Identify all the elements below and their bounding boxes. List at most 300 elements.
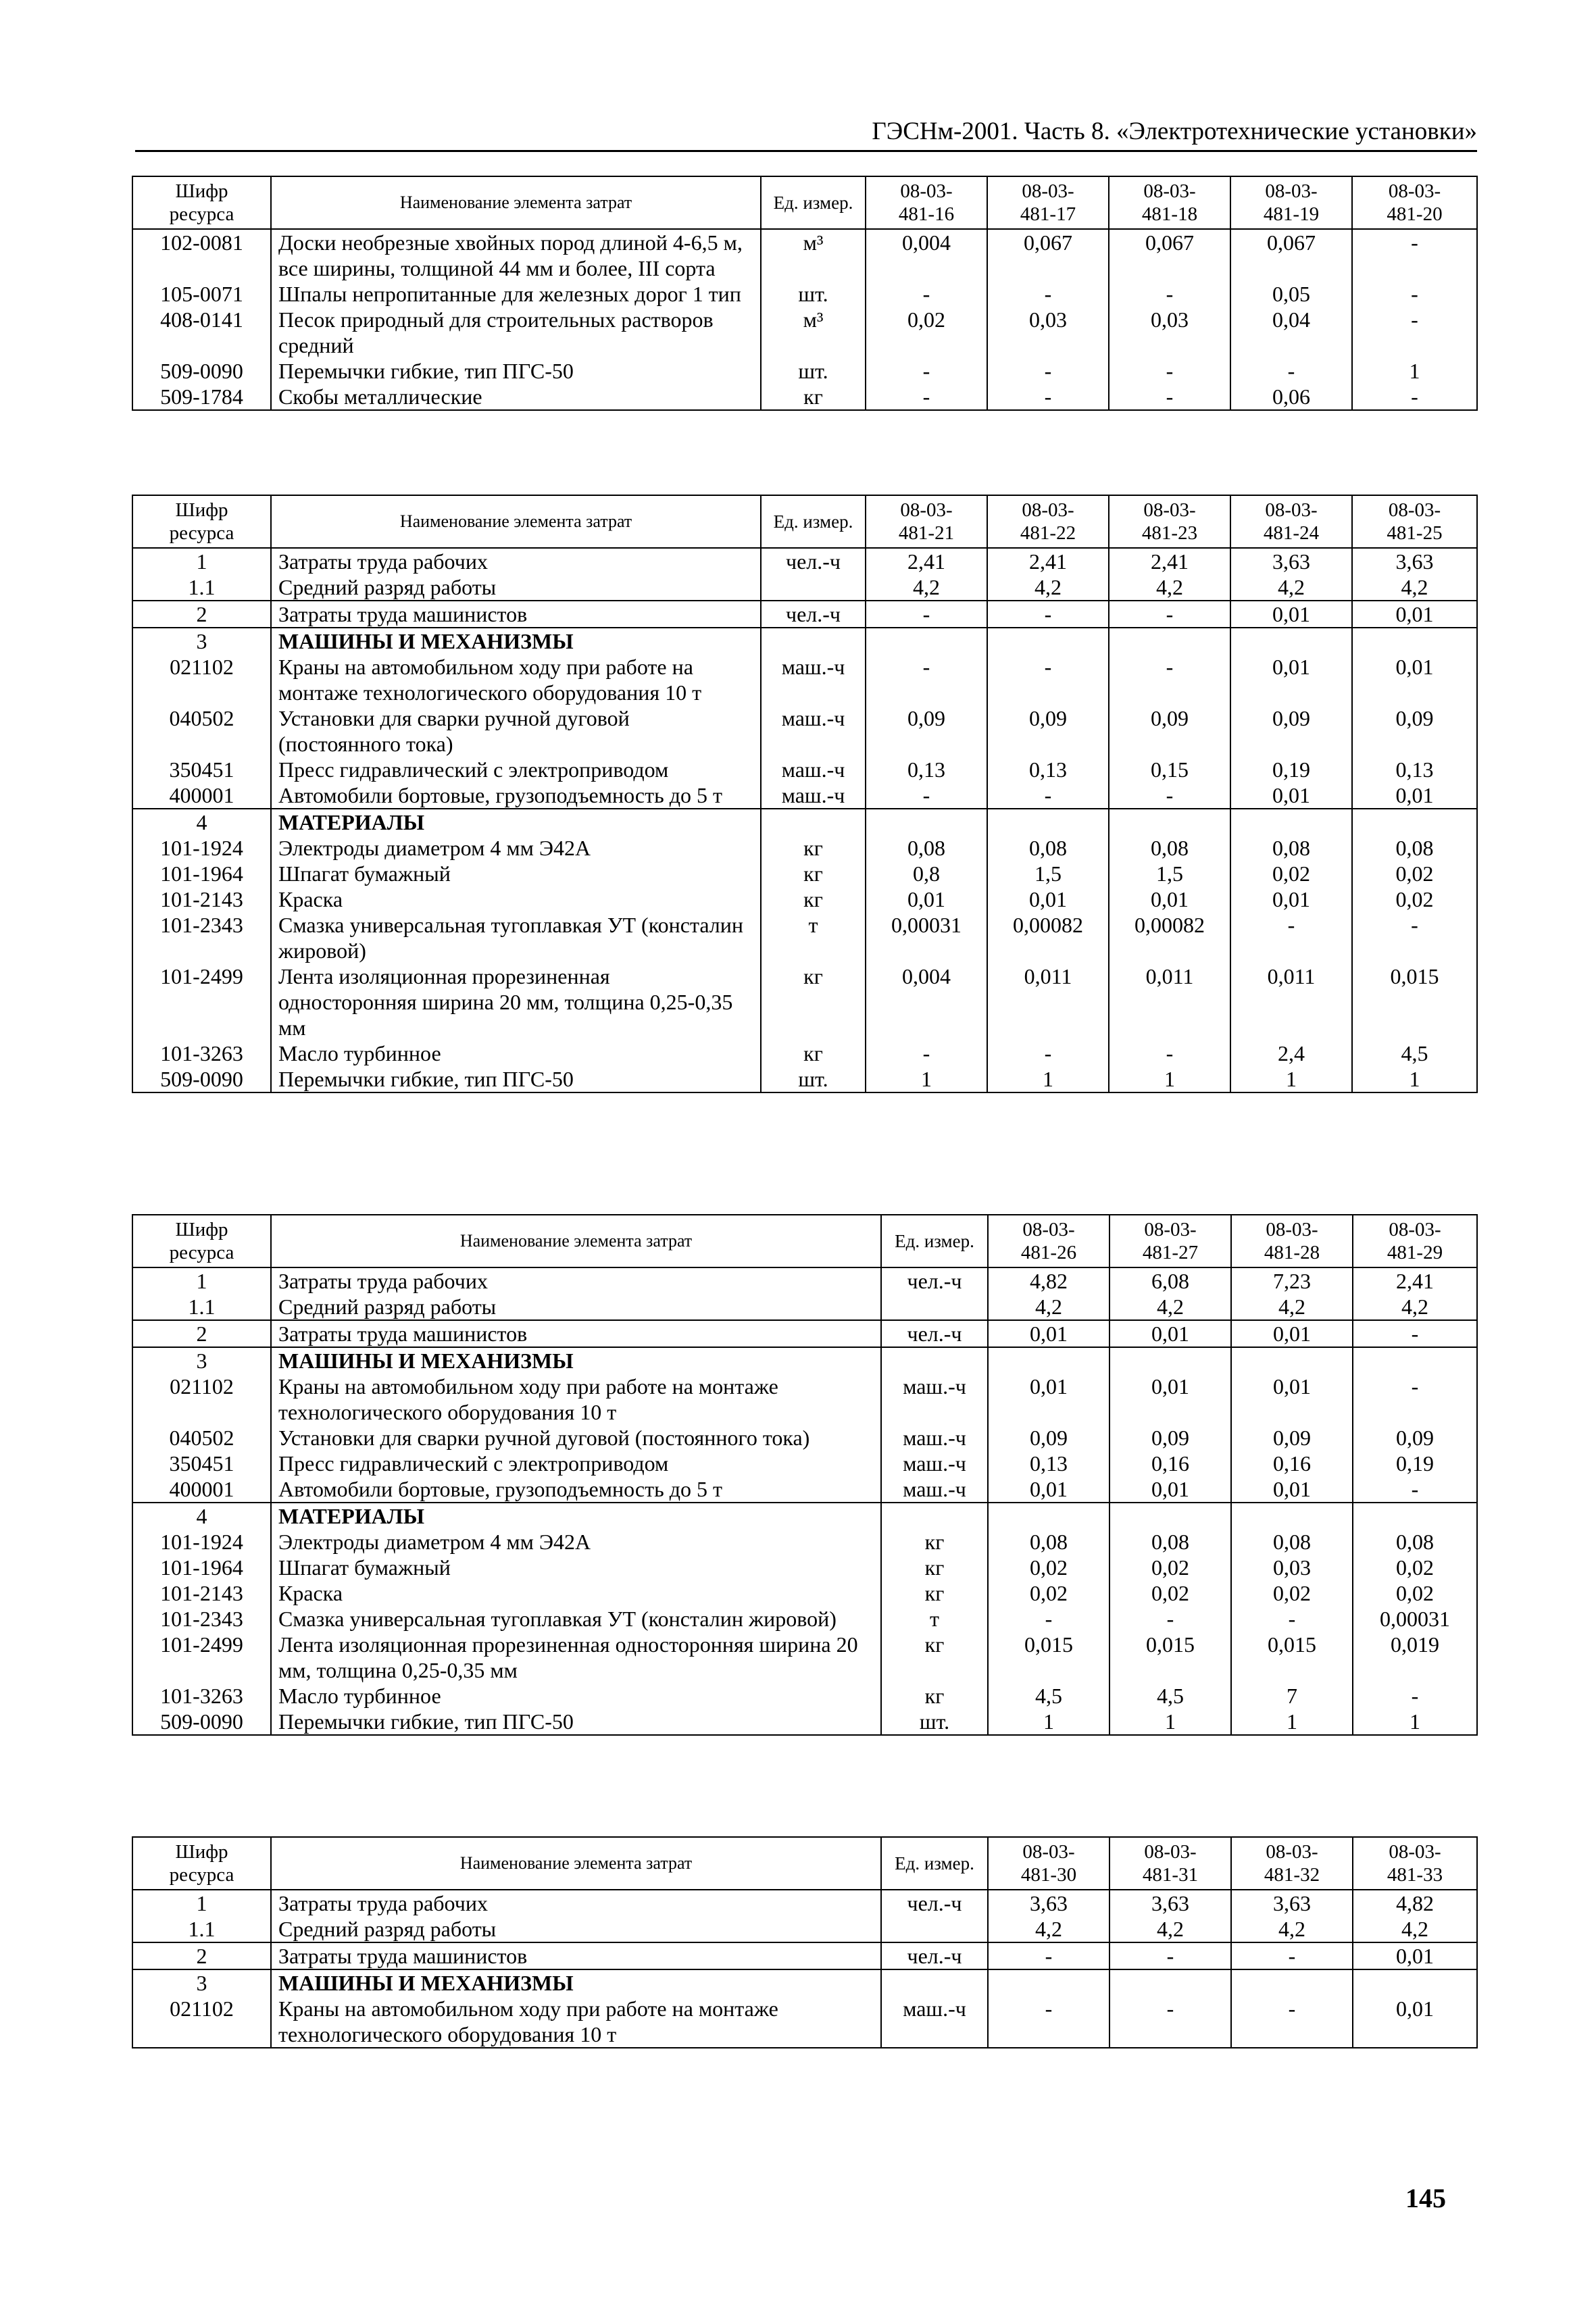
table-row [132, 601, 1477, 628]
resource-code: 021102 [132, 1996, 271, 2048]
value-cell: 0,01 [987, 886, 1109, 912]
value-cell: 0,13 [988, 1451, 1109, 1476]
table-row [132, 1916, 1477, 1942]
norm-code-part: 481-17 [1020, 203, 1076, 225]
value-cell: 4,5 [1352, 1040, 1477, 1066]
value-cell: 2,41 [1353, 1267, 1477, 1294]
table-row [132, 1476, 1477, 1503]
resource-name: Пресс гидравлический с электроприводом [271, 757, 761, 782]
resource-name: Затраты труда рабочих [271, 1890, 881, 1916]
unit-cell: чел.-ч [761, 548, 866, 574]
value-cell: 0,16 [1231, 1451, 1353, 1476]
norm-code-part: 481-33 [1387, 1864, 1443, 1886]
value-cell: 0,01 [1352, 782, 1477, 809]
value-cell: 0,02 [1352, 861, 1477, 886]
resource-code: 101-1964 [132, 1555, 271, 1580]
section-row [132, 809, 1477, 835]
value-cell: 4,2 [987, 574, 1109, 601]
value-cell [1109, 809, 1230, 835]
value-cell [988, 1347, 1109, 1374]
column-header-norm [1231, 1215, 1353, 1267]
value-cell: 1 [1109, 1709, 1231, 1735]
header-label: Шифр [175, 180, 228, 202]
resource-name: Краны на автомобильном ходу при работе на монтаже технологического оборудования 10 т [271, 1996, 881, 2048]
norm-code-part: 481-32 [1264, 1864, 1320, 1886]
norm-code-part: 08-03- [900, 180, 953, 202]
unit-cell: маш.-ч [761, 782, 866, 809]
value-cell: 0,01 [1230, 654, 1352, 705]
norm-code-part: 481-19 [1263, 203, 1320, 225]
value-cell: 4,2 [1231, 1294, 1353, 1320]
column-header-norm [1231, 1837, 1353, 1890]
column-header-norm [988, 1837, 1109, 1890]
value-cell: 4,82 [1353, 1890, 1477, 1916]
value-cell [1230, 628, 1352, 654]
value-cell: 0,13 [866, 757, 987, 782]
column-header-name: Наименование элемента затрат [271, 1215, 881, 1267]
norm-code-part: 481-29 [1387, 1242, 1443, 1263]
value-cell [1231, 1347, 1353, 1374]
resource-code: 101-3263 [132, 1040, 271, 1066]
table-row [132, 1632, 1477, 1683]
resource-name: Затраты труда машинистов [271, 601, 761, 628]
resource-name: Лента изоляционная прорезиненная односторонняя ширина 20 мм, толщина 0,25-0,35 мм [271, 963, 761, 1040]
unit-cell: маш.-ч [881, 1476, 988, 1503]
table-header-row [132, 1215, 1477, 1267]
value-cell: - [1352, 912, 1477, 963]
value-cell: 6,08 [1109, 1267, 1231, 1294]
norm-code-part: 481-30 [1020, 1864, 1077, 1886]
column-header-norm [1230, 176, 1352, 229]
resource-name: Электроды диаметром 4 мм Э42А [271, 1529, 881, 1555]
norm-code-part: 08-03- [1022, 1219, 1075, 1240]
value-cell: 0,02 [1231, 1580, 1353, 1606]
resource-code: 350451 [132, 1451, 271, 1476]
header-label: Шифр [175, 499, 228, 521]
column-header-norm [1109, 176, 1230, 229]
value-cell: 0,02 [1230, 861, 1352, 886]
resource-name: Автомобили бортовые, грузоподъемность до 5 т [271, 1476, 881, 1503]
document-title: ГЭСНм-2001. Часть 8. «Электротехнические установки» [872, 118, 1477, 145]
value-cell: 0,01 [1231, 1320, 1353, 1347]
value-cell: 0,19 [1230, 757, 1352, 782]
value-cell [1109, 1503, 1231, 1529]
unit-cell: т [761, 912, 866, 963]
value-cell: 0,00082 [987, 912, 1109, 963]
resource-name: Краска [271, 886, 761, 912]
norm-code-part: 08-03- [1143, 499, 1196, 521]
norm-code-part: 481-22 [1020, 522, 1076, 544]
resource-name: Смазка универсальная тугоплавкая УТ (консталин жировой) [271, 912, 761, 963]
value-cell: - [1230, 358, 1352, 384]
section-row [132, 628, 1477, 654]
resource-code: 2 [132, 601, 271, 628]
norm-code-part: 08-03- [1022, 180, 1074, 202]
resource-code: 101-2499 [132, 1632, 271, 1683]
value-cell: 0,15 [1109, 757, 1230, 782]
value-cell: - [987, 384, 1109, 410]
table-row [132, 358, 1477, 384]
resource-name: Перемычки гибкие, тип ПГС-50 [271, 1709, 881, 1735]
unit-cell: чел.-ч [761, 601, 866, 628]
value-cell: - [987, 782, 1109, 809]
value-cell: 1 [866, 1066, 987, 1092]
value-cell [1109, 628, 1230, 654]
value-cell: 4,5 [1109, 1683, 1231, 1709]
value-cell: 0,08 [1109, 1529, 1231, 1555]
norm-code-part: 08-03- [900, 499, 953, 521]
unit-cell: шт. [761, 1066, 866, 1092]
value-cell: 0,067 [1230, 229, 1352, 281]
value-cell: - [866, 358, 987, 384]
resource-name: Пресс гидравлический с электроприводом [271, 1451, 881, 1476]
value-cell: 1 [987, 1066, 1109, 1092]
table-row [132, 1066, 1477, 1092]
column-header-norm [1353, 1215, 1477, 1267]
resource-table [132, 495, 1478, 1093]
column-header-norm [987, 176, 1109, 229]
value-cell: 0,09 [987, 705, 1109, 757]
norm-code-part: 08-03- [1265, 180, 1318, 202]
column-header-code [132, 1837, 271, 1890]
column-header-name: Наименование элемента затрат [271, 176, 761, 229]
header-label: ресурса [169, 1242, 234, 1263]
column-header-norm [1352, 176, 1477, 229]
table-row [132, 548, 1477, 574]
resource-name: Установки для сварки ручной дуговой (постоянного тока) [271, 1425, 881, 1451]
column-header-unit: Ед. измер. [761, 176, 866, 229]
value-cell: 0,01 [1352, 654, 1477, 705]
unit-cell: кг [761, 963, 866, 1040]
resource-code: 2 [132, 1942, 271, 1969]
value-cell: - [866, 601, 987, 628]
value-cell: 1 [1109, 1066, 1230, 1092]
value-cell: 2,4 [1230, 1040, 1352, 1066]
resource-code: 400001 [132, 1476, 271, 1503]
unit-cell: кг [761, 886, 866, 912]
value-cell: 4,2 [1109, 1916, 1231, 1942]
unit-cell: м³ [761, 307, 866, 358]
value-cell [988, 1503, 1109, 1529]
value-cell: - [1352, 307, 1477, 358]
resource-name: Установки для сварки ручной дуговой (постоянного тока) [271, 705, 761, 757]
section-title: МАШИНЫ И МЕХАНИЗМЫ [271, 628, 761, 654]
table-row [132, 384, 1477, 410]
value-cell: 0,02 [866, 307, 987, 358]
value-cell [1231, 1503, 1353, 1529]
resource-code: 2 [132, 1320, 271, 1347]
value-cell: - [987, 281, 1109, 307]
unit-cell: чел.-ч [881, 1320, 988, 1347]
value-cell: 0,09 [866, 705, 987, 757]
value-cell [866, 809, 987, 835]
value-cell: 0,01 [1109, 1374, 1231, 1425]
resource-code: 1.1 [132, 1916, 271, 1942]
resource-name: Краска [271, 1580, 881, 1606]
unit-cell: кг [761, 835, 866, 861]
norm-code-part: 481-31 [1142, 1864, 1199, 1886]
resource-name: Перемычки гибкие, тип ПГС-50 [271, 1066, 761, 1092]
table-row [132, 1555, 1477, 1580]
resource-name: Краны на автомобильном ходу при работе на монтаже технологического оборудования 10 т [271, 1374, 881, 1425]
table-row [132, 1606, 1477, 1632]
value-cell: 0,08 [988, 1529, 1109, 1555]
value-cell: 0,05 [1230, 281, 1352, 307]
value-cell: 0,13 [1352, 757, 1477, 782]
value-cell: 1,5 [1109, 861, 1230, 886]
table-row [132, 1320, 1477, 1347]
resource-code: 509-1784 [132, 384, 271, 410]
value-cell: 0,08 [987, 835, 1109, 861]
resource-name: Шпагат бумажный [271, 1555, 881, 1580]
value-cell: 0,03 [1231, 1555, 1353, 1580]
unit-cell [881, 1969, 988, 1996]
norm-code-part: 481-28 [1264, 1242, 1320, 1263]
value-cell: 0,13 [987, 757, 1109, 782]
value-cell [988, 1969, 1109, 1996]
resource-code: 105-0071 [132, 281, 271, 307]
norm-code-part: 481-21 [898, 522, 955, 544]
value-cell [866, 628, 987, 654]
value-cell: 0,16 [1109, 1451, 1231, 1476]
value-cell: 0,01 [1230, 886, 1352, 912]
resource-name: Доски необрезные хвойных пород длиной 4-6,5 м, все ширины, толщиной 44 мм и более, III сорта [271, 229, 761, 281]
norm-code-part: 08-03- [1144, 1219, 1197, 1240]
resource-code: 101-2343 [132, 1606, 271, 1632]
value-cell: 0,01 [988, 1476, 1109, 1503]
value-cell: 0,09 [1109, 705, 1230, 757]
value-cell: - [1109, 1996, 1231, 2048]
resource-code: 102-0081 [132, 229, 271, 281]
resource-code: 101-1964 [132, 861, 271, 886]
resource-code: 101-2143 [132, 886, 271, 912]
value-cell: 0,01 [1230, 601, 1352, 628]
resource-name: Перемычки гибкие, тип ПГС-50 [271, 358, 761, 384]
value-cell: 0,8 [866, 861, 987, 886]
resource-code: 040502 [132, 1425, 271, 1451]
norm-code-part: 08-03- [1388, 180, 1441, 202]
value-cell: - [987, 1040, 1109, 1066]
unit-cell: кг [881, 1580, 988, 1606]
value-cell: - [866, 782, 987, 809]
resource-name: Затраты труда машинистов [271, 1320, 881, 1347]
norm-code-part: 08-03- [1266, 1841, 1318, 1863]
resource-name: Затраты труда машинистов [271, 1942, 881, 1969]
value-cell: 4,2 [1231, 1916, 1353, 1942]
value-cell: 1,5 [987, 861, 1109, 886]
value-cell: 2,41 [1109, 548, 1230, 574]
resource-name: Электроды диаметром 4 мм Э42А [271, 835, 761, 861]
norm-code-part: 08-03- [1144, 1841, 1197, 1863]
unit-cell: чел.-ч [881, 1890, 988, 1916]
unit-cell: кг [761, 1040, 866, 1066]
table-row [132, 307, 1477, 358]
value-cell: - [988, 1996, 1109, 2048]
value-cell [1109, 1969, 1231, 1996]
norm-code-part: 481-18 [1141, 203, 1198, 225]
resource-code: 509-0090 [132, 358, 271, 384]
table-row [132, 1580, 1477, 1606]
resource-name: Краны на автомобильном ходу при работе на монтаже технологического оборудования 10 т [271, 654, 761, 705]
table-row [132, 574, 1477, 601]
table-row [132, 1942, 1477, 1969]
value-cell: 0,019 [1353, 1632, 1477, 1683]
value-cell: - [987, 601, 1109, 628]
column-header-unit: Ед. измер. [761, 495, 866, 548]
value-cell: 7 [1231, 1683, 1353, 1709]
unit-cell [761, 574, 866, 601]
unit-cell: маш.-ч [761, 705, 866, 757]
value-cell: 0,015 [1109, 1632, 1231, 1683]
value-cell: 2,41 [987, 548, 1109, 574]
value-cell: 1 [1230, 1066, 1352, 1092]
value-cell: 7,23 [1231, 1267, 1353, 1294]
column-header-norm [1352, 495, 1477, 548]
value-cell [1353, 1503, 1477, 1529]
resource-code: 101-2499 [132, 963, 271, 1040]
value-cell: 1 [1231, 1709, 1353, 1735]
norm-code-part: 481-26 [1020, 1242, 1077, 1263]
value-cell: 0,01 [1109, 886, 1230, 912]
value-cell: 0,01 [1231, 1476, 1353, 1503]
header-label: ресурса [169, 522, 234, 544]
value-cell: 0,09 [1352, 705, 1477, 757]
column-header-unit: Ед. измер. [881, 1215, 988, 1267]
value-cell: 0,01 [1109, 1476, 1231, 1503]
table-row [132, 835, 1477, 861]
resource-code: 350451 [132, 757, 271, 782]
table-row [132, 229, 1477, 281]
header-label: ресурса [169, 203, 234, 225]
value-cell: - [1109, 1606, 1231, 1632]
column-header-name: Наименование элемента затрат [271, 1837, 881, 1890]
table-row [132, 963, 1477, 1040]
page-header [135, 116, 1477, 152]
value-cell: 0,015 [1231, 1632, 1353, 1683]
value-cell: - [1109, 1942, 1231, 1969]
resource-code: 101-2143 [132, 1580, 271, 1606]
value-cell: 0,08 [866, 835, 987, 861]
page-number: 145 [1405, 2183, 1446, 2213]
table-row [132, 1890, 1477, 1916]
column-header-code [132, 176, 271, 229]
value-cell: 0,02 [1353, 1555, 1477, 1580]
resource-code: 1.1 [132, 574, 271, 601]
unit-cell: маш.-ч [881, 1996, 988, 2048]
value-cell: - [988, 1942, 1109, 1969]
table-row [132, 1451, 1477, 1476]
norm-code-part: 481-20 [1387, 203, 1443, 225]
resource-code: 4 [132, 809, 271, 835]
column-header-norm [1109, 495, 1230, 548]
unit-cell: маш.-ч [761, 757, 866, 782]
column-header-code [132, 495, 271, 548]
resource-code: 1 [132, 1890, 271, 1916]
value-cell: - [988, 1606, 1109, 1632]
column-header-unit: Ед. измер. [881, 1837, 988, 1890]
value-cell: 0,02 [1352, 886, 1477, 912]
resource-name: Скобы металлические [271, 384, 761, 410]
table-row [132, 757, 1477, 782]
section-row [132, 1347, 1477, 1374]
norm-code-part: 08-03- [1022, 499, 1074, 521]
value-cell: - [1109, 601, 1230, 628]
value-cell: - [866, 1040, 987, 1066]
value-cell: 4,2 [1352, 574, 1477, 601]
column-header-norm [866, 176, 987, 229]
resource-name: Песок природный для строительных растворов средний [271, 307, 761, 358]
resource-code: 509-0090 [132, 1709, 271, 1735]
value-cell: - [1353, 1476, 1477, 1503]
norm-code-part: 481-25 [1387, 522, 1443, 544]
value-cell: 1 [988, 1709, 1109, 1735]
norm-code-part: 481-24 [1263, 522, 1320, 544]
column-header-norm [988, 1215, 1109, 1267]
resource-table [132, 1214, 1478, 1736]
unit-cell: м³ [761, 229, 866, 281]
value-cell: 4,2 [1109, 1294, 1231, 1320]
value-cell: 4,2 [988, 1294, 1109, 1320]
unit-cell: шт. [881, 1709, 988, 1735]
value-cell: 0,01 [1353, 1942, 1477, 1969]
value-cell: - [1352, 281, 1477, 307]
value-cell: 1 [1352, 1066, 1477, 1092]
value-cell [1230, 809, 1352, 835]
value-cell: 4,2 [1109, 574, 1230, 601]
value-cell: 0,015 [988, 1632, 1109, 1683]
value-cell: 0,06 [1230, 384, 1352, 410]
value-cell: - [1109, 782, 1230, 809]
norm-code-part: 08-03- [1389, 1219, 1441, 1240]
resource-code: 101-1924 [132, 835, 271, 861]
value-cell: - [1109, 384, 1230, 410]
value-cell: 0,01 [988, 1374, 1109, 1425]
resource-code: 021102 [132, 654, 271, 705]
value-cell: 0,08 [1353, 1529, 1477, 1555]
resource-code: 021102 [132, 1374, 271, 1425]
resource-name: Автомобили бортовые, грузоподъемность до 5 т [271, 782, 761, 809]
value-cell: 3,63 [1109, 1890, 1231, 1916]
value-cell: 0,01 [866, 886, 987, 912]
value-cell: 0,067 [987, 229, 1109, 281]
norm-code-part: 08-03- [1143, 180, 1196, 202]
table-row [132, 705, 1477, 757]
resource-code: 4 [132, 1503, 271, 1529]
resource-name: Затраты труда рабочих [271, 1267, 881, 1294]
resource-code: 1.1 [132, 1294, 271, 1320]
value-cell: 0,08 [1352, 835, 1477, 861]
table-row [132, 1294, 1477, 1320]
unit-cell: маш.-ч [881, 1374, 988, 1425]
value-cell: 0,00082 [1109, 912, 1230, 963]
value-cell: 0,02 [1109, 1555, 1231, 1580]
value-cell: - [1231, 1996, 1353, 2048]
value-cell: 0,02 [1353, 1580, 1477, 1606]
value-cell [1109, 1347, 1231, 1374]
section-title: МАТЕРИАЛЫ [271, 1503, 881, 1529]
value-cell: - [1109, 654, 1230, 705]
value-cell: 4,2 [1353, 1916, 1477, 1942]
resource-name: Масло турбинное [271, 1040, 761, 1066]
header-label: ресурса [169, 1864, 234, 1886]
value-cell [1353, 1969, 1477, 1996]
value-cell: 0,09 [988, 1425, 1109, 1451]
value-cell: 3,63 [988, 1890, 1109, 1916]
resource-code: 040502 [132, 705, 271, 757]
value-cell: 0,01 [1231, 1374, 1353, 1425]
value-cell [987, 809, 1109, 835]
table-row [132, 1683, 1477, 1709]
